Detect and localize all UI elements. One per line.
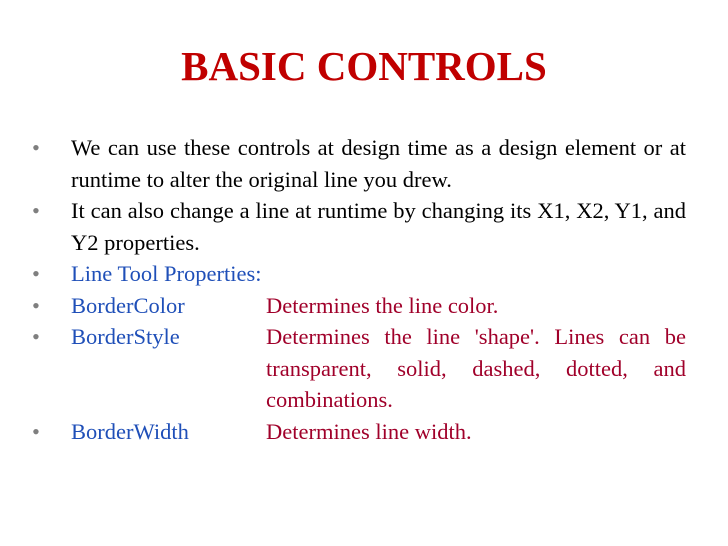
property-row — [71, 290, 686, 322]
bullet-text: We can use these controls at design time as a design element or at runtime to alter the original line you drew. — [71, 135, 686, 192]
bullet-dot-icon: • — [32, 261, 40, 286]
bullet-dot-icon: • — [32, 135, 40, 160]
property-name: BorderWidth — [71, 418, 189, 444]
bullet-text: It can also change a line at runtime by changing its X1, X2, Y1, and Y2 properties. — [71, 198, 686, 255]
bullet-list — [29, 132, 686, 447]
property-row — [71, 416, 686, 448]
bullet-item-runtime — [29, 195, 686, 258]
property-description: Determines the line color. — [266, 292, 499, 318]
bullet-dot-icon: • — [32, 198, 40, 223]
property-item-border-width — [29, 416, 686, 448]
property-item-border-color — [29, 290, 686, 322]
bullet-dot-icon: • — [32, 292, 40, 318]
bullet-item-design-time — [29, 132, 686, 195]
bullet-dot-icon: • — [32, 324, 40, 349]
bullet-dot-icon: • — [32, 418, 40, 444]
slide-title: BASIC CONTROLS — [181, 43, 547, 89]
property-row — [71, 321, 686, 416]
property-item-border-style — [29, 321, 686, 416]
section-heading: Line Tool Properties: — [71, 261, 262, 286]
property-description: Determines line width. — [266, 418, 472, 444]
property-name: BorderColor — [71, 292, 185, 318]
property-name: BorderStyle — [71, 324, 180, 349]
bullet-item-line-tool-properties — [29, 258, 686, 290]
property-description: Determines the line 'shape'. Lines can be transparent, solid, dashed, dotted, and combinations. — [266, 324, 686, 412]
